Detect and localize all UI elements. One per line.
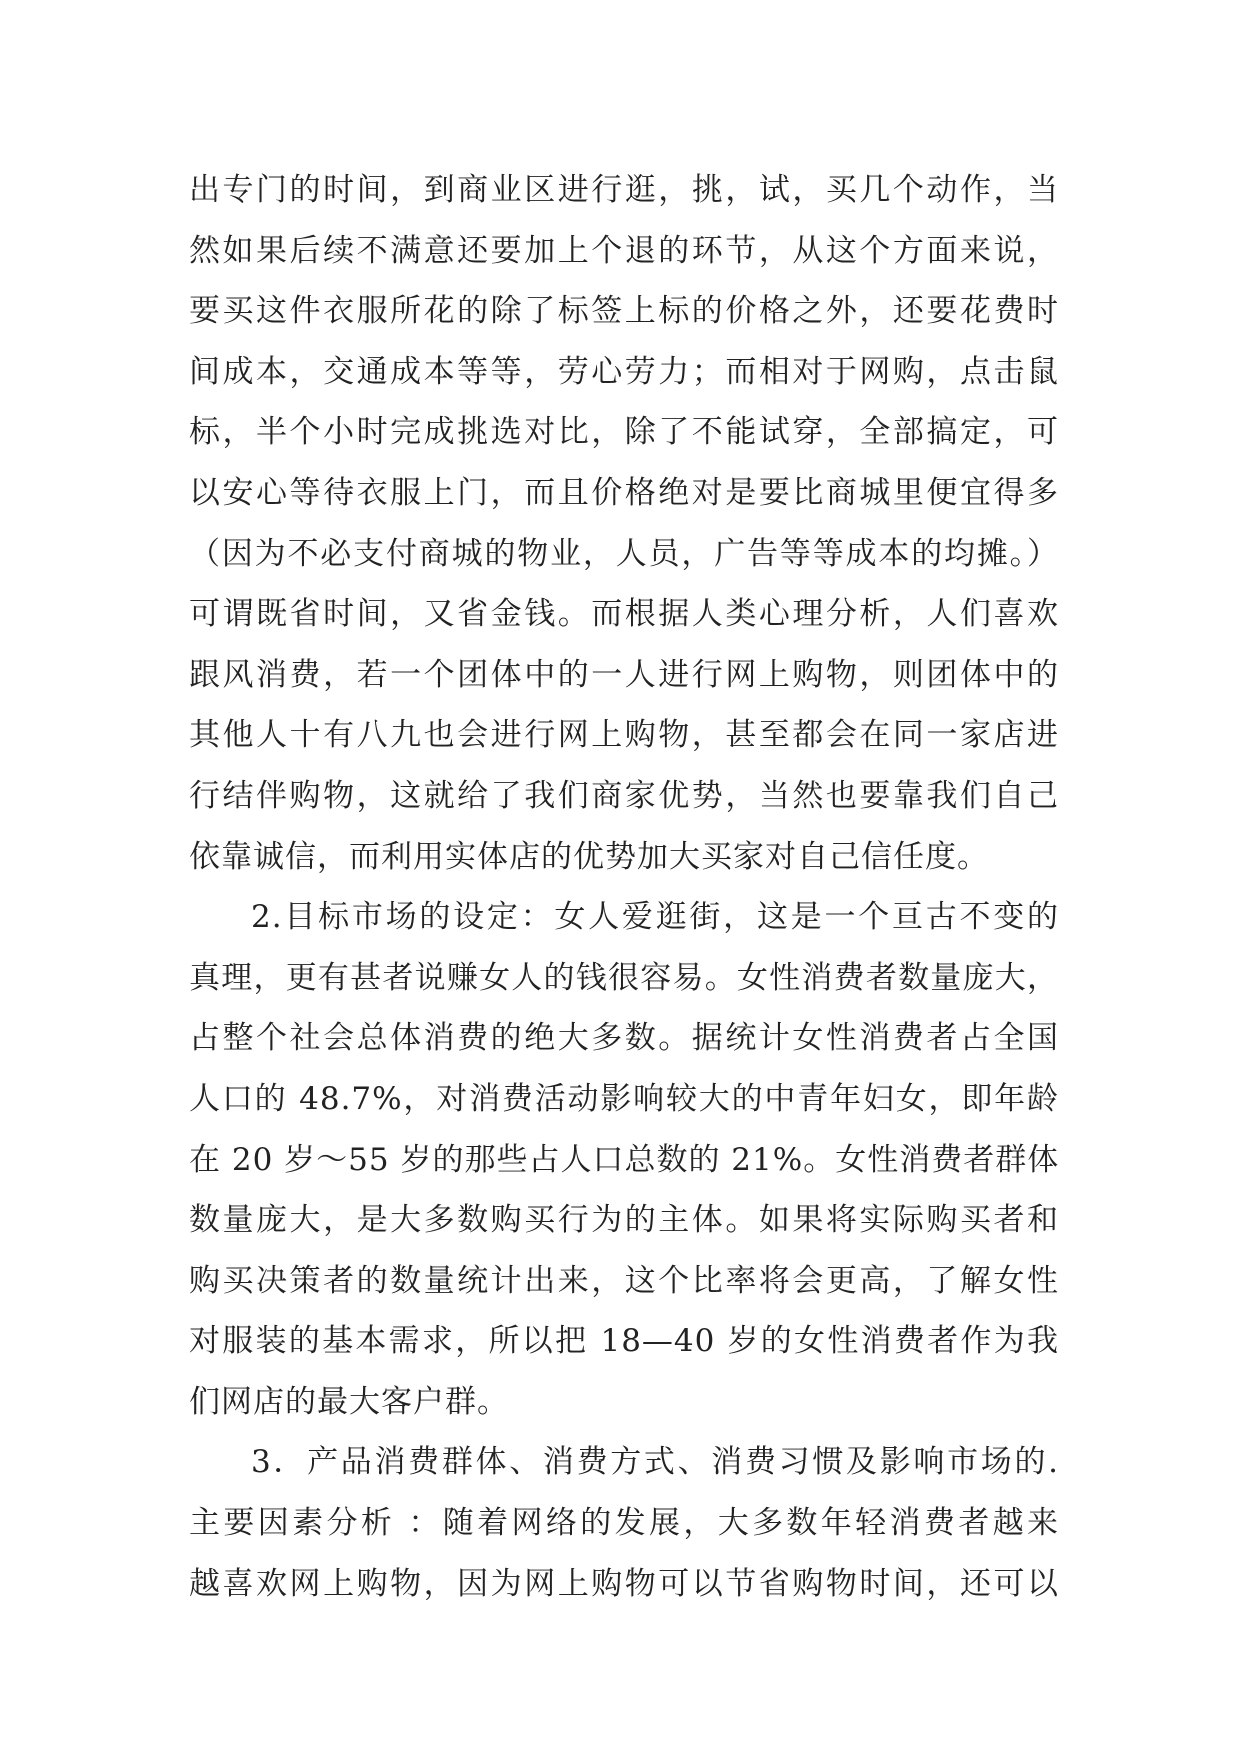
text-line: 们网店的最大客户群。 [189, 1383, 509, 1420]
text-line: 主要因素分析 ：随着网络的发展，大多数年轻消费者越来 [189, 1505, 1059, 1542]
body-text [189, 160, 1059, 1614]
text-line: 在 20 岁～55 岁的那些占人口总数的 21%。女性消费者群体 [189, 1141, 1060, 1178]
text-line: 跟风消费，若一个团体中的一人进行网上购物，则团体中的 [189, 656, 1059, 693]
text-line: 真理，更有甚者说赚女人的钱很容易。女性消费者数量庞大， [189, 959, 1059, 996]
text-line: 以安心等待衣服上门，而且价格绝对是要比商城里便宜得多 [189, 474, 1059, 511]
text-line: 对服装的基本需求，所以把 18—40 岁的女性消费者作为我 [189, 1323, 1059, 1360]
text-line: 2.目标市场的设定：女人爱逛街，这是一个亘古不变的 [251, 899, 1059, 936]
text-line: 要买这件衣服所花的除了标签上标的价格之外，还要花费时 [189, 293, 1059, 330]
text-line: 占整个社会总体消费的绝大多数。据统计女性消费者占全国 [189, 1020, 1059, 1057]
text-line: 然如果后续不满意还要加上个退的环节，从这个方面来说， [189, 232, 1059, 269]
text-line: 购买决策者的数量统计出来，这个比率将会更高，了解女性 [189, 1262, 1059, 1299]
text-line: 越喜欢网上购物，因为网上购物可以节省购物时间，还可以 [189, 1565, 1059, 1602]
text-line: 人口的 48.7%，对消费活动影响较大的中青年妇女，即年龄 [189, 1080, 1059, 1117]
text-line: 行结伴购物，这就给了我们商家优势，当然也要靠我们自己 [189, 777, 1059, 814]
text-line: 数量庞大，是大多数购买行为的主体。如果将实际购买者和 [189, 1202, 1059, 1239]
text-line: 3．产品消费群体、消费方式、消费习惯及影响市场的. [251, 1444, 1059, 1481]
text-line: 其他人十有八九也会进行网上购物，甚至都会在同一家店进 [189, 717, 1059, 754]
text-line: （因为不必支付商城的物业，人员，广告等等成本的均摊。） [189, 535, 1059, 572]
text-line: 间成本，交通成本等等，劳心劳力；而相对于网购，点击鼠 [189, 353, 1059, 390]
text-line: 可谓既省时间，又省金钱。而根据人类心理分析，人们喜欢 [189, 596, 1059, 633]
text-line: 标，半个小时完成挑选对比，除了不能试穿，全部搞定，可 [189, 414, 1059, 451]
text-line: 出专门的时间，到商业区进行逛，挑，试，买几个动作，当 [189, 172, 1059, 208]
text-line: 依靠诚信，而利用实体店的优势加大买家对自己信任度。 [189, 838, 989, 875]
